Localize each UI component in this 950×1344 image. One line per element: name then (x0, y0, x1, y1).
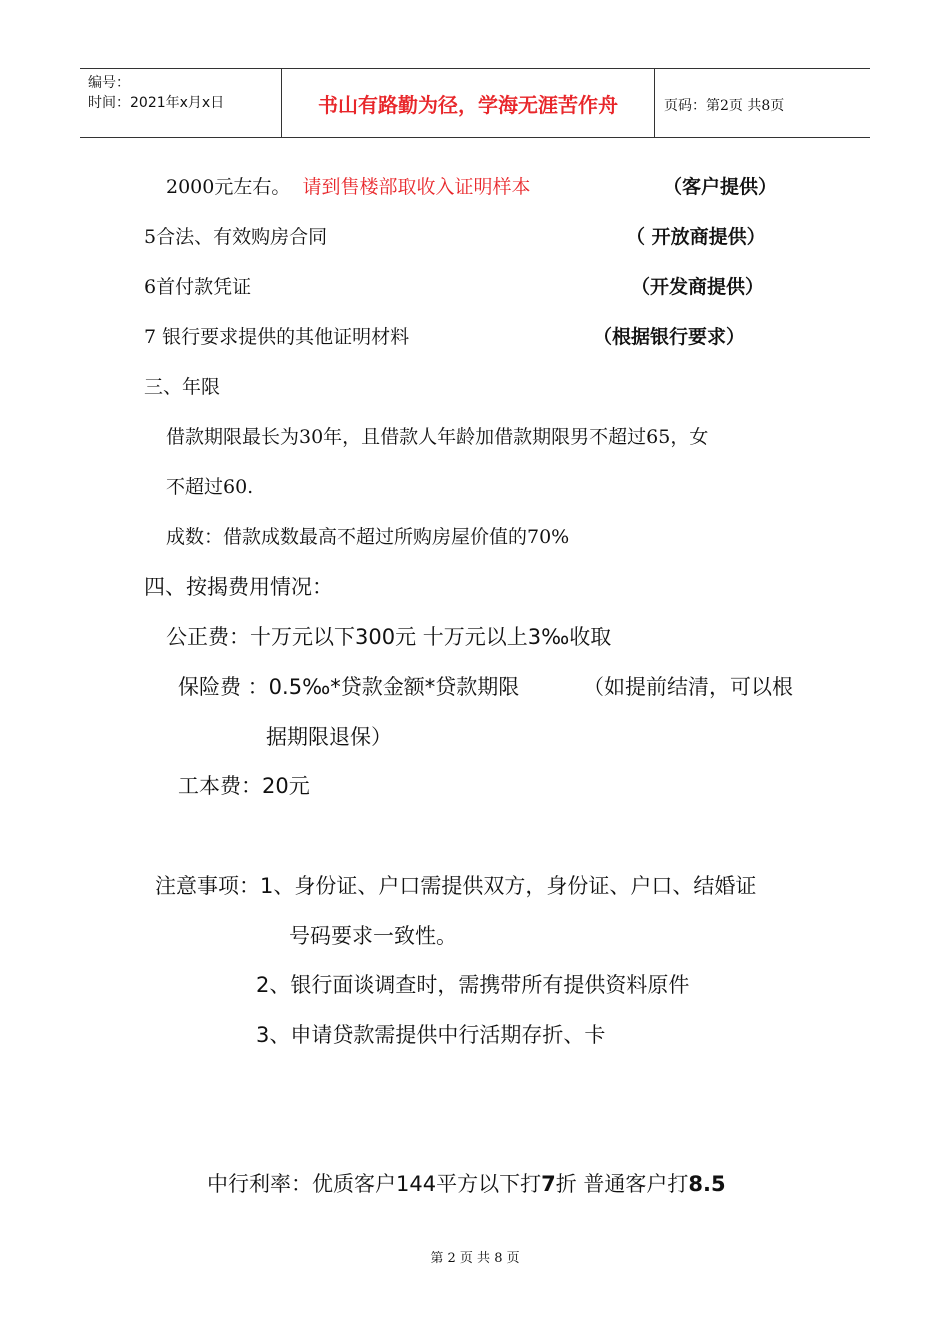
header-meta (88, 73, 224, 113)
item-5-note: （ 开放商提供） (626, 226, 766, 248)
boc-interest-rate (207, 1168, 726, 1198)
header-motto: 书山有路勤为径，学海无涯苦作舟 (318, 93, 618, 117)
item-6-note: （开发商提供） (631, 276, 765, 298)
item-5: 5合法、有效购房合同 (144, 226, 328, 248)
item-6: 6首付款凭证 (144, 276, 252, 298)
income-proof-sample-note: 请到售楼部取收入证明样本 (302, 176, 531, 198)
notes-item-1: 注意事项：1、身份证、户口需提供双方，身份证、户口、结婚证 (155, 874, 757, 898)
income-text: 2000元左右。 (166, 176, 291, 198)
rate-middle: 折 普通客户打 (555, 1172, 689, 1196)
loan-ratio: 成数：借款成数最高不超过所购房屋价值的70% (166, 526, 570, 548)
insurance-fee: 保险费 ：0.5‰*贷款金额*贷款期限 (178, 675, 520, 699)
rate-premium-discount: 7 (541, 1172, 556, 1196)
header-divider (654, 69, 655, 137)
section-4-title: 四、按揭费用情况： (144, 575, 333, 599)
page-header (80, 68, 870, 138)
notes-item-2: 2、银行面谈调查时，需携带所有提供资料原件 (256, 973, 690, 997)
rate-prefix: 中行利率：优质客户144平方以下打 (207, 1172, 542, 1196)
document-time: 时间：2021年x月x日 (88, 95, 225, 111)
item-7-note: （根据银行要求） (593, 326, 746, 348)
book-fee: 工本费：20元 (178, 774, 310, 798)
insurance-note-1: （如提前结清，可以根 (583, 675, 793, 699)
document-number-label: 编号： (88, 75, 130, 91)
notes-item-3: 3、申请贷款需提供中行活期存折、卡 (256, 1023, 606, 1047)
loan-term-line-1: 借款期限最长为30年，且借款人年龄加借款期限男不超过65，女 (166, 426, 709, 448)
header-page-info: 页码：第2页 共8页 (664, 98, 785, 114)
income-proof-line (166, 172, 530, 199)
customer-provide-note: （客户提供） (663, 176, 778, 198)
notes-item-1-cont: 号码要求一致性。 (289, 924, 457, 948)
loan-term-line-2: 不超过60. (166, 476, 254, 498)
notary-fee: 公正费：十万元以下300元 十万元以上3‰收取 (166, 625, 612, 649)
item-7: 7 银行要求提供的其他证明材料 (144, 326, 410, 348)
section-3-title: 三、年限 (144, 376, 221, 398)
page-footer: 第 2 页 共 8 页 (430, 1251, 520, 1266)
insurance-note-2: 据期限退保） (266, 725, 392, 749)
rate-regular-discount: 8.5 (688, 1172, 726, 1196)
